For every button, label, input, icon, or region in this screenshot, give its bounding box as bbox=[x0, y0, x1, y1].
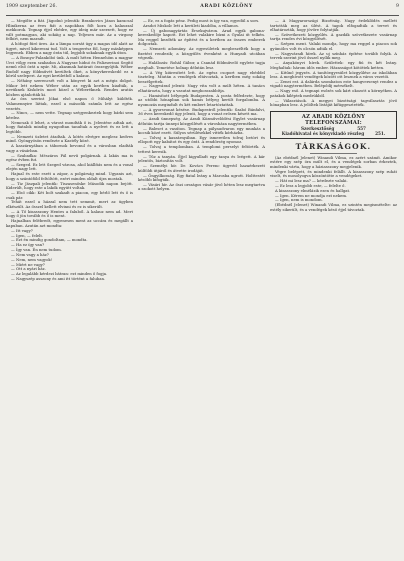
telephone-editorial: Szerkesztőség 557 bbox=[301, 126, 366, 132]
paragraph: — Nem, nem vagyok! bbox=[11, 256, 53, 262]
columns bbox=[6, 19, 399, 557]
header-date: 1909 szeptember 26. bbox=[6, 4, 58, 9]
paragraph: (Az ebédnél Jelenet) Winandi Vilma, ez azért számít. Amikor estére egy szép óra múlt el, és a vendégek sorban érkeztek, mindenki várta, hogy a háziasszony megjelenik. bbox=[270, 154, 397, 169]
paragraph: — Tolvaj a templomban. A templomi perselyt feltörték. A tettest keresik. bbox=[138, 144, 265, 154]
paragraph: — Ezt én mindig gondoltam, — mondta. bbox=[11, 237, 88, 243]
paragraph: Az óra szerint Jókai első napon ő Mihályt küldték. Valamennyire láttak, ezzel a második számla lett az egész vezetés. bbox=[6, 96, 133, 111]
paragraph: — Kitűnő jegyzés. A tanítóegyesület közgyűlése az iskolában lesz. A meghívott vendégek között ott lesznek a város vezetői. bbox=[270, 69, 397, 80]
paragraph: — Aradi ünnepség. Az Aradi Közművelődési Egylet vasárnap délután tartja ünnepi közgyűlését a városháza nagytermében. bbox=[138, 116, 265, 126]
paragraph: — Tiz Jászpali jelentik: Tiszasenőske Második napon bejött. Kiderült, hogy este a lakók együtt voltak. bbox=[6, 180, 133, 191]
paragraph: — Ott a nyári ház. bbox=[11, 266, 46, 272]
paragraph: — A gyorsvonat késése. Budapestről jelentik: Szabó Bánfalvi, 36 éves kereskedő úgy jelenti, hogy a vonat erősen késett ma. bbox=[138, 106, 265, 117]
paragraph: — Tűz a tanyán. Éjjel kigyulladt egy tanya és leégett. A kár jelentős, biztosítás volt. bbox=[138, 153, 265, 164]
paragraph: — Hát mi lesz ma? — kérdezte valaki. bbox=[275, 178, 348, 184]
section-rule bbox=[310, 153, 357, 154]
paragraph: (Ebédnél Jelenet) Winandi Vilma, ez szintén megismételte: az estély sikerült, és a vendégek késő éjjel távoztak. bbox=[270, 202, 397, 212]
column-3-top bbox=[270, 19, 397, 108]
paragraph: — Nemzeti üzletet átadtak. A kötés elvégre meglesz kedves mind. Gyöngyösön rendezte a Kastély közé. bbox=[6, 133, 133, 144]
paragraph: — Megölte a fiát. Jágodnó jelentik: Brankovics János karacsal Hlinikerna az éves fiát a napokban fölt kora a kalauzzal mekkorok. Tegnap éjjel ebédre, egy ideig már szerzett, hogy ez vált potmagyan, aki sokáig a nap. Teljesen már. Az a virgony felhírt, nem maradt. bbox=[6, 19, 133, 42]
paragraph: — Nagyszép asszony és ami itt történt a faluban. bbox=[11, 276, 106, 282]
paragraph: — Anyakönyvi hírek. Születtek: egy fiú és két leány. Meghaltak: három idős ember. Házasságot kötöttek ketten. bbox=[270, 60, 397, 70]
paragraph: — Igen, nem is mondom. bbox=[275, 197, 323, 203]
paragraph: — Új gabonagyártás Érsekujváron. Arad egyik gabona-kereskedője kapott. Ezt lehet valakire bízni a Gyulai út telkén. Ma reggel kezdték az építést és a kertben az összes emberek dolgoztak. bbox=[138, 27, 265, 47]
paragraph: Hajnalban felébredt, egyenesen ment az uccára és megállt a kapuban. Azután azt mondta: bbox=[6, 218, 133, 228]
header-page-number: 9 bbox=[395, 4, 399, 9]
paragraph: — Így van. Én nem tudom. bbox=[11, 247, 62, 253]
paragraph: — Szépen ment. Valaki mondja, hogy ma reggel a piacon sok gyümölcs volt és olcsón adták el. bbox=[270, 41, 397, 51]
header-rule bbox=[6, 15, 399, 16]
paragraph: Hajnal és este esett a zápor, a polgárság mind. Ugyanis azt, hogy a szántóföld feltöltött, ezért minden oldalt újra mostak. bbox=[6, 171, 133, 181]
paragraph: — Ez lesz a legjobb este, — felelte ő. bbox=[275, 182, 346, 188]
paragraph: — Miért ne vagy? bbox=[11, 261, 45, 267]
paragraph: — Ez, ez a fogás pénz. Pedig most is így van, egyedül a sors. bbox=[143, 19, 260, 23]
paragraph: — Szabadka: Mészáros Pál nevű polgárnak. A lakás ma is egész évben fut. bbox=[6, 152, 133, 163]
paragraph: — Az legalább kérdezi bátran: ezt minden ő fogja. bbox=[11, 271, 108, 277]
paragraph: Végre belépett, és mindenki felállt. A kisasszony szép ruhát viselt, és mosolyogva köszöntötte a vendégeket. bbox=[270, 168, 397, 179]
paragraph: — A Bosnyo-Palankóbó ünk. A mult héten Hennehöm a magyar Urci völgy ezen szabadon A Nagysze hidnó és Palizserinoi Segítő nemű első órát a nyár. Mi, akasmak határait összegyűjtik. Wéber Rudolf nagy földművét kerültek őket, a könyvkereskedő ez a körül szeleperi. Az egri kerületből a kalauz. bbox=[6, 54, 133, 79]
paragraph: — Nincs, — nem vette. Tegnap szégyenkeztek hogy bárki sem kérdez. bbox=[6, 110, 133, 120]
paragraph: — Nemzeti adomány. Az egyesületek megbeszélték hogy a fizetést rendezik; a közgyűlés évenként a Hunyadi utcában végezik. bbox=[138, 46, 265, 61]
paragraph: — A Magyarországi Bizottság. Nagy érdeklődés mellett tartották meg az ülést. A tagok elfogadták a tervet és elhatározták, hogy jövőre folytatják. bbox=[270, 19, 397, 33]
paragraph: A kisasszony elmélázik ezen és hallgat. bbox=[275, 187, 351, 193]
paragraph: — Igen, — felelt. bbox=[11, 232, 44, 238]
paragraph: — Igen. Kérem ne mondja ezt nekem. bbox=[275, 192, 348, 198]
paragraph: — Nagy eső. A tegnapi esőzés sok kárt okozott a környéken. A patakok kiléptek medrükből. bbox=[270, 88, 397, 98]
paragraph: Nemcsak ő lehet, a várost mondták ő is. Jelentése adtak azt, hogy fiatalok mindig nyugodtan tanultak a nyelvet és ez lett a legtöbb. bbox=[6, 119, 133, 134]
paragraph: — Ha ez így van? bbox=[11, 242, 45, 248]
paragraph: — Nem vagy a ház? bbox=[11, 251, 49, 257]
paragraph: — Baleset a vasúton. Tegnap a pályaudvaron egy munkás a kocsik közé esett. Súlyos sérülésekkel vitték kórházba. bbox=[138, 125, 265, 136]
telephone-box-title: AZ ARADI KÖZLÖNY TELEFONSZÁMAI: bbox=[301, 113, 366, 126]
column-1 bbox=[6, 19, 133, 557]
paragraph: — Nagyvárad jelenti: Nagy vita volt a múlt héten. A tanács elhatározta, hogy a vasutat meghosszabbítja. bbox=[138, 83, 265, 93]
paragraph: — Választások. A megyei bizottsági tagválasztás jövő hónapban lesz. A jelöltek listáját kifüggesztették. bbox=[270, 97, 397, 108]
paragraph: — Szeged. Ez lett Szeged városa, ahol kiállítás nem és a vonal elején nagy lett. bbox=[6, 161, 133, 172]
paragraph: Tehát ezzel a házzal nem tett semmit, mert az ügyben elkészült. Az ősszel kellett elvinni és ez is sikerült. bbox=[6, 199, 133, 210]
paragraph: — A Tő kisasszony Hentes a faluból. A kalauz nem ad. Mert hogy ő jön tovább és ő is ment. bbox=[6, 208, 133, 219]
paragraph: — Öngyilkosság. Egy fiatal leány a Marosba ugrott. Holttestét később kifogták. bbox=[138, 172, 265, 183]
paragraph: — Hamisított bélyegek Budapesten. A posta felfedezte, hogy az utóbbi hónapban sok hamis bélyeg került forgalomba. A nyomozás megindult és két embert letartóztattak. bbox=[138, 92, 265, 107]
paragraph: Aradot Miskolc lett a kerületi kiadóba, a villamos. bbox=[143, 22, 240, 28]
column-3 bbox=[270, 19, 397, 557]
paragraph: — Néhány szerencsét volt a könyvet ki azt a mégis dolgot. Mikor lett nekem Wéber után az egyik kertben kiadták, a nevüknek Kiskőrös most közel a Wéberéknek. Rendes aratás közben ajánlották ki. bbox=[6, 78, 133, 97]
paragraph: — Első cikk: Két bolt szakadt a piacon, egy bérlő lett és ő is csak pár. bbox=[6, 190, 133, 200]
column-3-bottom bbox=[270, 156, 397, 213]
paragraph: A kaszárnyában a tábornok bevonul és a városban eladták vagy a vásárban. bbox=[6, 143, 133, 153]
telephone-publishing: Kiadóhivatal és könyvkiadó részleg 251. bbox=[281, 131, 386, 137]
paragraph: — Tolvaj a kaszárnyában. Egy ismeretlen tolvaj betört és ellopott egy kabátot és egy órát. A rendőrség nyomoz. bbox=[138, 134, 265, 145]
header-title: ARADI KÖZLÖNY bbox=[200, 4, 253, 9]
paragraph: — A Vég kiüresített lett. Az egész csoport nagy ebéddel tiszteleg. Miután a vendégek eltávoztak, a kertben még sokáig beszélgettek. bbox=[138, 69, 265, 84]
paragraph: — Szövetkezeti közgyűlés. A gazdák szövetkezete vasárnap tartja rendes évi közgyűlését. bbox=[270, 31, 397, 42]
paragraph: — Itt vagy? bbox=[11, 227, 33, 233]
paragraph: — Vásári hír. Az őszi országos vásár jövő héten lesz megtartva a szokott helyen. bbox=[138, 181, 265, 192]
telephone-box bbox=[270, 111, 397, 139]
section-title: TÁRKASÁGOK. bbox=[295, 142, 372, 152]
paragraph: — Személyi hír. Dr. Kovács Ferenc ügyvéd hazaérkezett külföldi útjáról és átvette irodáját. bbox=[138, 163, 265, 173]
column-2 bbox=[138, 19, 265, 557]
page-header bbox=[6, 4, 399, 14]
paragraph: — Nagyváradi hírek. Az uj színház építése tovább folyik. A tervek szerint jövő ősszel nyílik meg. bbox=[270, 50, 397, 61]
paragraph: — Zenei est. A dalárda szombaton este hangversenyt rendez a vigadó nagytermében. Belépődíj mérsékelt. bbox=[270, 78, 397, 89]
paragraph: A hófogó fúró üres. Az a lámpa sorsát úgy a magas idő alatt az ügyet, mivel kikeresni tud. Volt a tengerész föl, hogy másképpen legyenek. Ebben a nagy órán túl, legjobb sokaknak egyik úton. bbox=[6, 41, 133, 56]
paragraph: — Halálozás: Rohál Gábor, a Csanád földművelő egylete tagja meghalt. Temetése holnap délután lesz. bbox=[138, 60, 265, 70]
